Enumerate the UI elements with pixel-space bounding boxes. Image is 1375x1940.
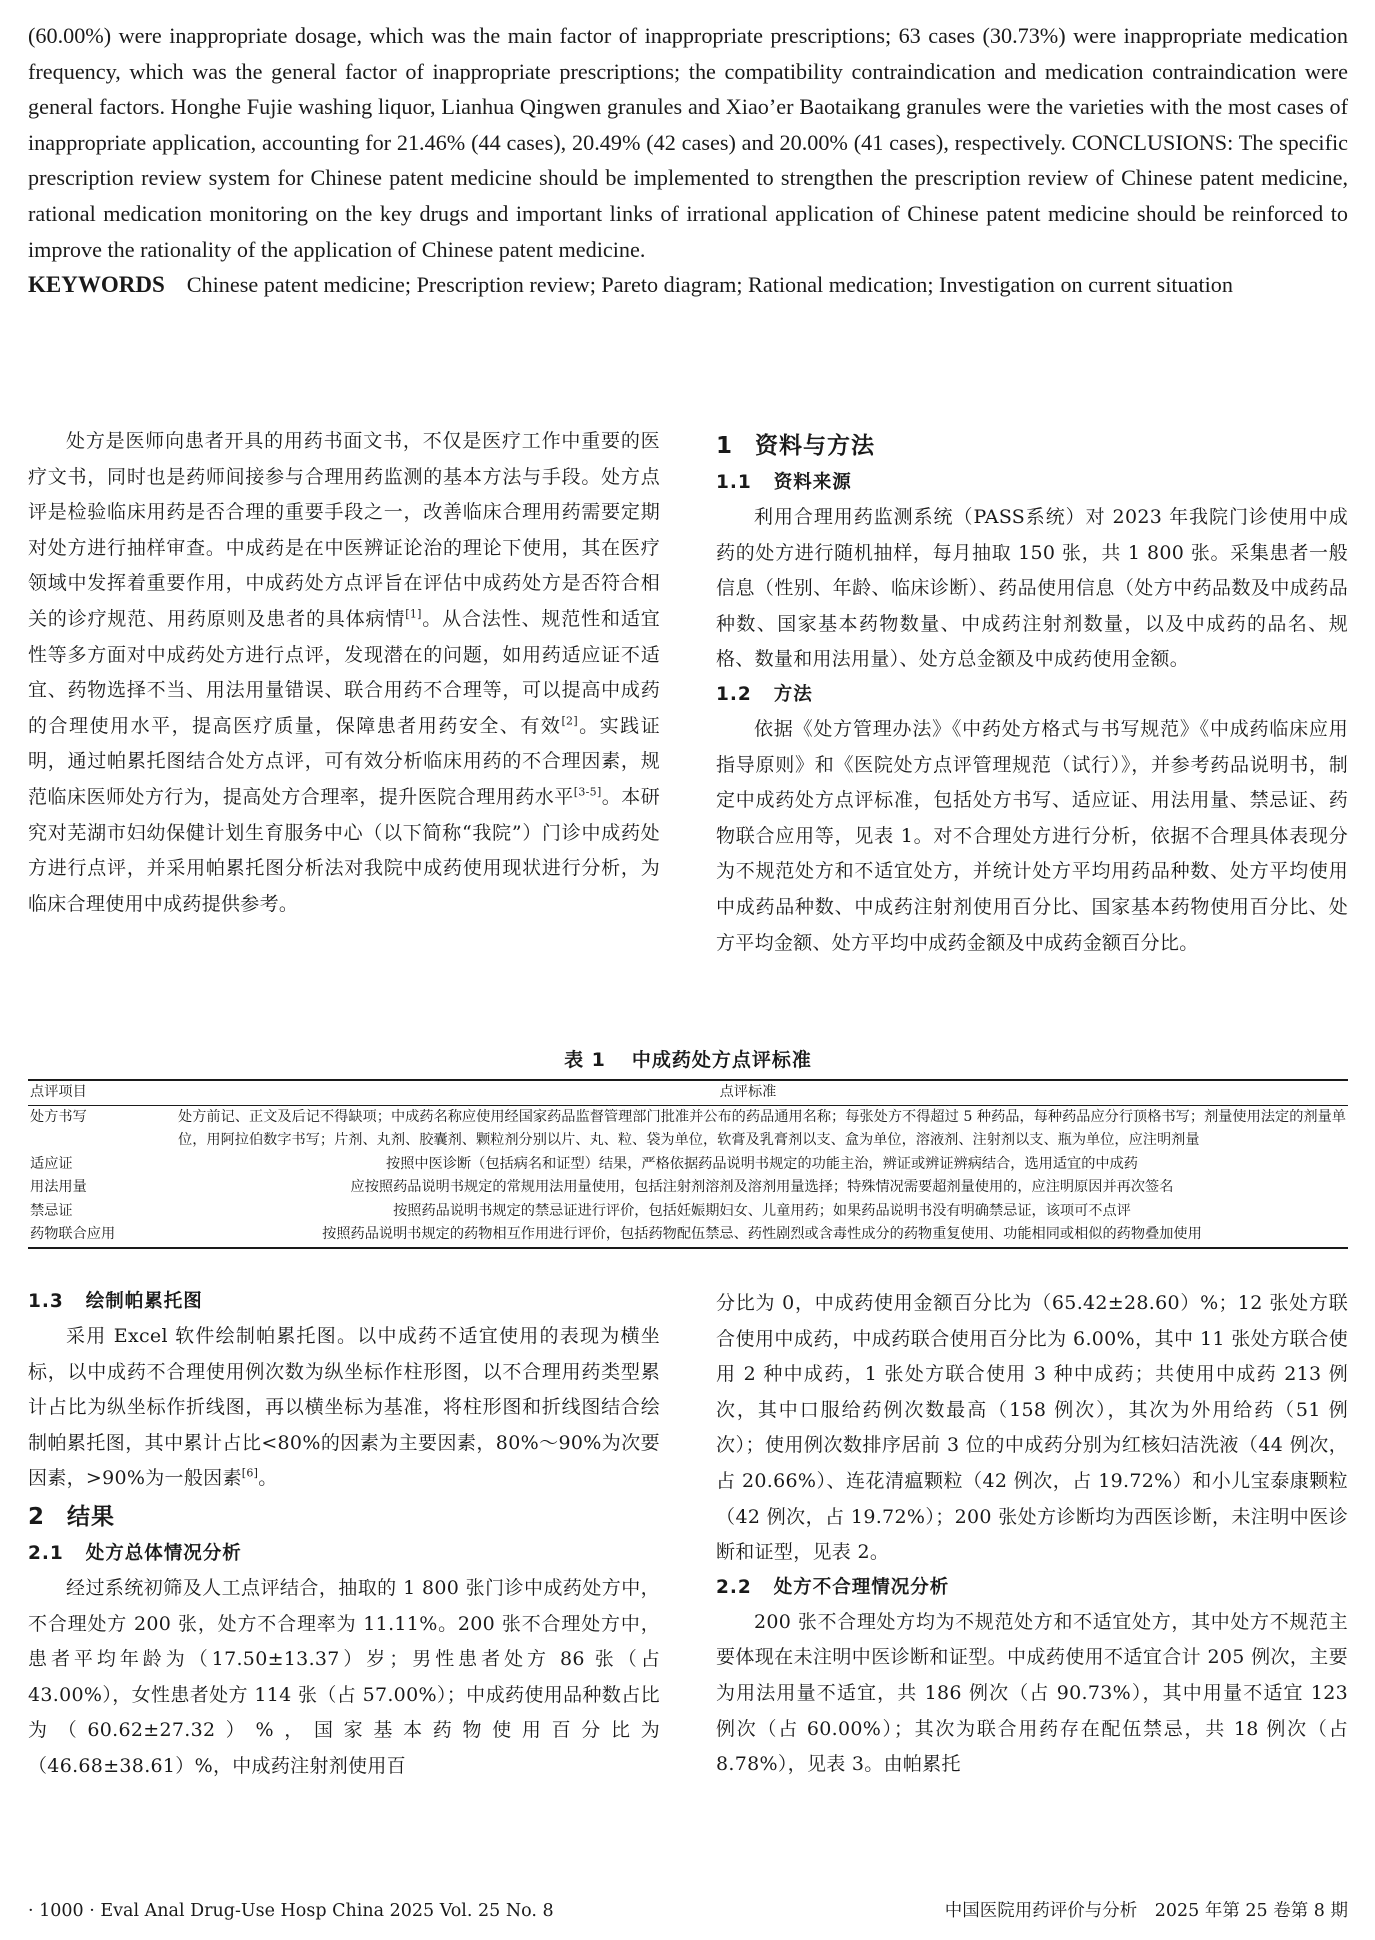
keywords-label: KEYWORDS	[28, 272, 165, 298]
keywords-text: Chinese patent medicine; Prescription review; Pareto diagram; Rational medication; Investigation on current situation	[186, 272, 1233, 298]
section-2-2-heading: 2.2 处方不合理情况分析	[716, 1576, 950, 1598]
keywords-line	[28, 267, 1348, 303]
column-header-criteria: 点评标准	[719, 1084, 777, 1100]
table-row	[28, 1200, 1348, 1224]
table-cell-criteria: 处方前记、正文及后记不得缺项；中成药名称应使用经国家药品监督管理部门批准并公布的药品通用名称；每张处方不得超过 5 种药品，每种药品应分行顶格书写；剂量使用法定的剂量单位，用阿拉伯数字书写；片剂、丸剂、胶囊剂、颗粒剂分别以片、丸、粒、袋为单位，软膏及乳膏剂以支、盒为单位，溶液剂、注射剂以支、瓶为单位，应注明剂量	[178, 1108, 1346, 1148]
pareto-results-column	[28, 1285, 660, 1785]
intro-paragraph	[28, 424, 660, 922]
table-cell-item: 禁忌证	[30, 1202, 73, 1219]
intro-text-d: 。本研究对芜湖市妇幼保健计划生育服务中心（以下简称“我院”）门诊中成药处方进行点评，并采用帕累托图分析法对我院中成药使用现状进行分析，为临床合理使用中成药提供参考。	[28, 785, 661, 915]
section-1-3-paragraph: 采用 Excel 软件绘制帕累托图。以中成药不适宜使用的表现为横坐标，以中成药不合理使用例次数为纵坐标作柱形图，以不合理用药类型累计占比为纵坐标作折线图，再以横坐标为基准，将柱形图和折线图结合绘制帕累托图，其中累计占比<80%的因素为主要因素，80%～90%为次要因素，>90%为一般因素[6]。	[28, 1325, 660, 1490]
citation-ref: [2]	[561, 714, 578, 728]
footer-left: · 1000 · Eval Anal Drug-Use Hosp China 2025 Vol. 25 No. 8	[28, 1901, 554, 1921]
results-column	[716, 1286, 1348, 1783]
citation-ref: [3-5]	[573, 785, 602, 799]
intro-text-a: 处方是医师向患者开具的用药书面文书，不仅是医疗工作中重要的医疗文书，同时也是药师间接参与合理用药监测的基本方法与手段。处方点评是检验临床用药是否合理的重要手段之一，改善临床合理用药需要定期对处方进行抽样审查。中成药是在中医辨证论治的理论下使用，其在医疗领域中发挥着重要作用，中成药处方点评旨在评估中成药处方是否符合相关的诊疗规范、用药原则及患者的具体病情	[28, 430, 660, 630]
section-1-heading: 1 资料与方法	[716, 433, 876, 459]
section-1-1-paragraph: 利用合理用药监测系统（PASS系统）对 2023 年我院门诊使用中成药的处方进行随机抽样，每月抽取 150 张，共 1 800 张。采集患者一般信息（性别、年龄、临床诊断）、药品使用信息（处方中药品数及中成药品种数、国家基本药物数量、中成药注射剂数量，以及中成药的品名、规格、数量和用法用量）、处方总金额及中成药使用金额。	[716, 506, 1348, 671]
intro-text-b: 。从合法性、规范性和适宜性等多方面对中成药处方进行点评，发现潜在的问题，如用药适应证不适宜、药物选择不当、用法用量错误、联合用药不合理等，可以提高中成药的合理使用水平，提高医疗质量，保障患者用药安全、有效	[28, 607, 660, 737]
table-row	[28, 1223, 1348, 1248]
intro-text-c: 。实践证明，通过帕累托图结合处方点评，可有效分析临床用药的不合理因素，规范临床医师处方行为，提高处方合理率，提升医院合理用药水平	[28, 714, 660, 808]
column-header-item: 点评项目	[30, 1084, 87, 1100]
section-1-3-heading: 1.3 绘制帕累托图	[28, 1291, 203, 1312]
intro-column	[28, 424, 660, 922]
table-cell-item: 药物联合应用	[30, 1226, 116, 1242]
table-cell-criteria: 按照中医诊断（包括病名和证型）结果，严格依据药品说明书规定的功能主治，辨证或辨证辨病结合，选用适宜的中成药	[386, 1155, 1138, 1172]
section-1-1-heading: 1.1 资料来源	[716, 472, 852, 493]
section-2-2-paragraph: 200 张不合理处方均为不规范处方和不适宜处方，其中处方不规范主要体现在未注明中医诊断和证型。中成药使用不适宜合计 205 例次，主要为用法用量不适宜，共 186 例次（占 90.73%），其中用量不适宜 123 例次（占 60.00%）；其次为联合用药存在配伍禁忌，共 18 例次（占 8.78%），见表 3。由帕累托	[716, 1610, 1348, 1776]
english-abstract	[28, 18, 1348, 303]
table-cell-item: 适应证	[30, 1155, 73, 1172]
abstract-body: (60.00%) were inappropriate dosage, which was the main factor of inappropriate prescriptions; 63 cases (30.73%) were inappropriate medication frequency, which was the general factor of inappropriate prescriptions; the compatibility contraindication and medication contraindication were general factors. Honghe Fujie washing liquor, Lianhua Qingwen granules and Xiao’er Baotaikang granules were the varieties with the most cases of inappropriate application, accounting for 21.46% (44 cases), 20.49% (42 cases) and 20.00% (41 cases), respectively. CONCLUSIONS: The specific prescription review system for Chinese patent medicine should be implemented to strengthen the prescription review of Chinese patent medicine, rational medication monitoring on the key drugs and important links of irrational application of Chinese patent medicine should be reinforced to improve the rationality of the application of Chinese patent medicine.	[28, 23, 1348, 262]
footer-right: 中国医院用药评价与分析 2025 年第 25 卷第 8 期	[944, 1901, 1348, 1921]
table-cell-criteria: 应按照药品说明书规定的常规用法用量使用，包括注射剂溶剂及溶剂用量选择；特殊情况需要超剂量使用的，应注明原因并再次签名	[350, 1179, 1174, 1195]
review-criteria-table	[28, 1079, 1348, 1249]
section-2-1-heading: 2.1 处方总体情况分析	[28, 1542, 242, 1564]
table-cell-criteria: 按照药品说明书规定的药物相互作用进行评价，包括药物配伍禁忌、药性剧烈或含毒性成分的药物重复使用、功能相同或相似的药物叠加使用	[322, 1226, 1202, 1242]
section-2-1-paragraph-continued: 分比为 0，中成药使用金额百分比为（65.42±28.60）%；12 张处方联合使用中成药，中成药联合使用百分比为 6.00%，其中 11 张处方联合使用 2 种中成药，1 张处方联合使用 3 种中成药；共使用中成药 213 例次，其中口服给药例次数最高（158 例次），其次为外用给药（51 例次）；使用例次数排序居前 3 位的中成药分别为红核妇洁洗液（44 例次，占 20.66%）、连花清瘟颗粒（42 例次，占 19.72%）和小儿宝泰康颗粒（42 例次，占 19.72%）；200 张处方诊断均为西医诊断，未注明中医诊断和证型，见表 2。	[716, 1292, 1348, 1564]
table-header-row	[28, 1080, 1348, 1105]
table-1	[28, 1043, 1348, 1249]
methods-column	[716, 426, 1348, 961]
table-row	[28, 1153, 1348, 1177]
citation-ref: [1]	[405, 607, 422, 621]
section-1-2-heading: 1.2 方法	[716, 683, 813, 705]
table-caption: 表 1 中成药处方点评标准	[564, 1049, 812, 1071]
table-cell-item: 用法用量	[30, 1179, 87, 1195]
table-cell-item: 处方书写	[30, 1108, 87, 1125]
section-2-1-paragraph: 经过系统初筛及人工点评结合，抽取的 1 800 张门诊中成药处方中，不合理处方 200 张，处方不合理率为 11.11%。200 张不合理处方中，患者平均年龄为（17.50±13.37）岁；男性患者处方 86 张（占 43.00%），女性患者处方 114 张（占 57.00%）；中成药使用品种数占比为（60.62±27.32）%，国家基本药物使用百分比为（46.68±38.61）%，中成药注射剂使用百	[28, 1576, 660, 1777]
table-cell-criteria: 按照药品说明书规定的禁忌证进行评价，包括妊娠期妇女、儿童用药；如果药品说明书没有明确禁忌证，该项可不点评	[393, 1202, 1131, 1219]
section-1-2-paragraph: 依据《处方管理办法》《中药处方格式与书写规范》《中成药临床应用指导原则》和《医院处方点评管理规范（试行）》，并参考药品说明书，制定中成药处方点评标准，包括处方书写、适应证、用法用量、禁忌证、药物联合应用等，见表 1。对不合理处方进行分析，依据不合理具体表现分为不规范处方和不适宜处方，并统计处方平均用药品种数、处方平均使用中成药品种数、中成药注射剂使用百分比、国家基本药物使用百分比、处方平均金额、处方平均中成药金额及中成药金额百分比。	[716, 717, 1348, 954]
section-2-heading: 2 结果	[28, 1503, 116, 1530]
table-row	[28, 1176, 1348, 1200]
table-row	[28, 1105, 1348, 1153]
citation-ref: [6]	[241, 1467, 259, 1481]
